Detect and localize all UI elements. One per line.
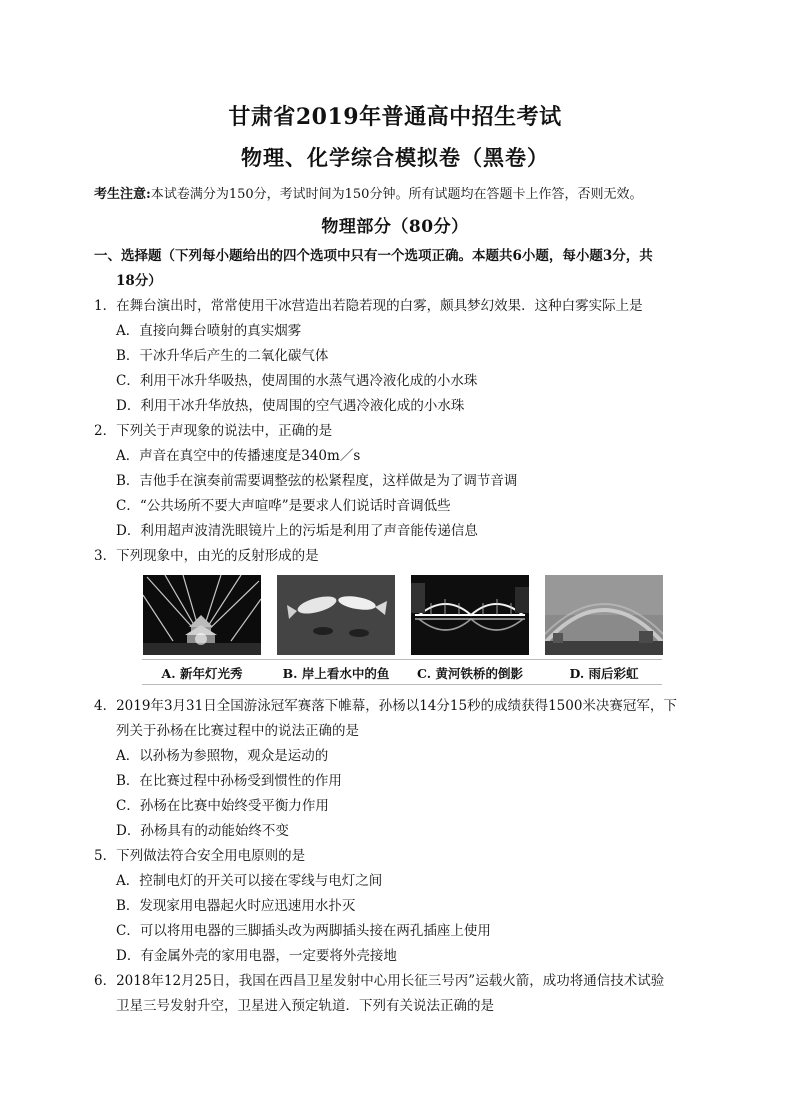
question-5-option-a: A．控制电灯的开关可以接在零线与电灯之间 — [116, 873, 383, 889]
bridge-photo — [411, 575, 529, 655]
part-heading: 一、选择题（下列每小题给出的四个选项中只有一个选项正确。本题共6小题，每小题3分，共 — [94, 248, 653, 264]
question-1-option-d: D．利用干冰升华放热，使周围的空气遇冷液化成的小水珠 — [116, 398, 465, 414]
question-3-stem: 3．下列现象中，由光的反射形成的是 — [94, 548, 319, 564]
figure-captions — [140, 664, 665, 682]
question-4-option-d: D．孙杨具有的动能始终不变 — [116, 823, 289, 839]
question-2-option-a: A．声音在真空中的传播速度是340m／s — [116, 448, 361, 464]
figure-a-caption: A. 新年灯光秀 — [161, 666, 243, 681]
question-5-option-d: D．有金属外壳的家用电器，一定要将外壳接地 — [116, 948, 397, 964]
notice-text: 本试卷满分为150分，考试时间为150分钟。所有试题均在答题卡上作答，否则无效。 — [150, 187, 643, 202]
notice-label: 考生注意: — [94, 187, 151, 202]
figure-a — [143, 575, 261, 655]
question-5-stem: 5．下列做法符合安全用电原则的是 — [94, 848, 306, 864]
question-2-stem: 2．下列关于声现象的说法中，正确的是 — [94, 423, 333, 439]
question-6-stem: 6．2018年12月25日，我国在西昌卫星发射中心用长征三号丙”运载火箭，成功将通信技术试验 — [94, 973, 665, 989]
section-title: 物理部分（80分） — [321, 217, 469, 237]
question-6-stem-cont: 卫星三号发射升空，卫星进入预定轨道．下列有关说法正确的是 — [116, 998, 494, 1014]
figure-c-caption: C. 黄河铁桥的倒影 — [417, 666, 523, 681]
figure-b-caption: B. 岸上看水中的鱼 — [282, 666, 390, 681]
question-5-option-c: C．可以将用电器的三脚插头改为两脚插头接在两孔插座上使用 — [116, 923, 491, 939]
question-2-option-d: D．利用超声波清洗眼镜片上的污垢是利用了声音能传递信息 — [116, 523, 478, 539]
question-4-option-b: B．在比赛过程中孙杨受到惯性的作用 — [116, 773, 342, 789]
question-4-option-c: C．孙杨在比赛中始终受平衡力作用 — [116, 798, 329, 814]
question-5-option-b: B．发现家用电器起火时应迅速用水扑灭 — [116, 898, 356, 914]
part-heading-cont: 18分） — [116, 273, 162, 289]
question-1-option-a: A．直接向舞台喷射的真实烟雾 — [116, 323, 302, 339]
exam-title: 甘肃省2019年普通高中招生考试 — [228, 104, 562, 130]
figure-c — [411, 575, 529, 655]
question-1-option-b: B．干冰升华后产生的二氧化碳气体 — [116, 348, 329, 364]
fish-photo — [277, 575, 395, 655]
figure-d-caption: D. 雨后彩虹 — [569, 666, 639, 681]
question-4-option-a: A．以孙杨为参照物，观众是运动的 — [116, 748, 329, 764]
figure-d — [545, 575, 663, 655]
question-4-stem-cont: 列关于孙杨在比赛过程中的说法正确的是 — [116, 723, 359, 739]
light-show-photo — [143, 575, 261, 655]
question-2-option-b: B．吉他手在演奏前需要调整弦的松紧程度，这样做是为了调节音调 — [116, 473, 518, 489]
exam-subtitle: 物理、化学综合模拟卷（黑卷） — [241, 145, 549, 170]
question-4-stem: 4．2019年3月31日全国游泳冠军赛落下帷幕，孙杨以14分15秒的成绩获得1500米决赛冠军，下 — [94, 698, 677, 714]
rainbow-photo — [545, 575, 663, 655]
question-1-option-c: C．利用干冰升华吸热，使周围的水蒸气遇冷液化成的小水珠 — [116, 373, 478, 389]
question-1-stem: 1．在舞台演出时，常常使用干冰营造出若隐若现的白雾，颇具梦幻效果．这种白雾实际上是 — [94, 298, 643, 314]
exam-notice — [94, 183, 642, 202]
question-2-option-c: C．“公共场所不要大声喧哗”是要求人们说话时音调低些 — [116, 498, 451, 514]
figure-b — [277, 575, 395, 655]
